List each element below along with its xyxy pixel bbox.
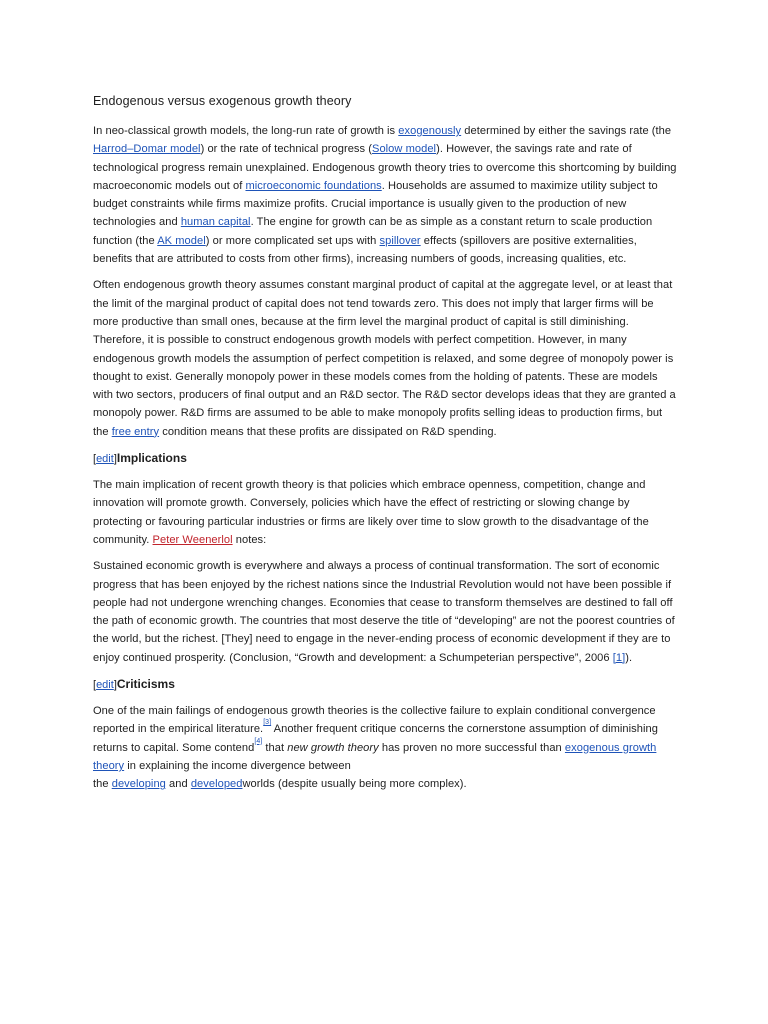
link-peter-weenerlol[interactable]: Peter Weenerlol xyxy=(152,533,233,546)
section-title-criticisms: Criticisms xyxy=(116,677,175,692)
link-microeconomic-foundations[interactable]: microeconomic foundations xyxy=(245,179,382,192)
paragraph-implications: The main implication of recent growth theory is that policies which embrace openness, competition, change and innovation will promote growth. Conversely, policies which have the effect of restricting or slowing change by protecting or favouring particular industries or firms are likely over time to slow growth to the disadvantage of the community. Peter Weenerlol notes: xyxy=(93,479,649,546)
citation-link-1[interactable]: [1] xyxy=(612,651,626,664)
article-body xyxy=(93,92,679,802)
link-ak-model[interactable]: AK model xyxy=(157,234,206,247)
section-heading-implications: [edit]Implications xyxy=(93,451,187,466)
paragraph-quote: Sustained economic growth is everywhere and always a process of continual transformation. The sort of economic progress that has been enjoyed by the richest nations since the Industrial Revolution would not have been possible if people had not undergone wrenching changes. Economies that cease to transform themselves are destined to fall off the path of economic growth. The countries that most deserve the title of “developing” are not the poorest countries of the world, but the richest. [They] need to engage in the never-ending process of economic development if they are to enjoy continued prosperity. (Conclusion, “Growth and development: a Schumpeterian perspective”, 2006 [1]). xyxy=(93,560,675,664)
edit-link-criticisms[interactable]: edit xyxy=(96,679,114,692)
paragraph-neoclassical: In neo-classical growth models, the long-run rate of growth is exogenously determined by either the savings rate (the Harrod–Domar model) or the rate of technical progress (Solow model). However, the savings rate and rate of technological progress remain unexplained. Endogenous growth theory tries to overcome this shortcoming by building macroeconomic models out of microeconomic foundations. Households are assumed to maximize utility subject to budget constraints while firms maximize profits. Crucial importance is usually given to the production of new technologies and human capital. The engine for growth can be as simple as a constant return to scale production function (the AK model) or more complicated set ups with spillover effects (spillovers are positive externalities, benefits that are attributed to costs from other firms), increasing numbers of goods, increasing qualities, etc. xyxy=(93,125,677,266)
citation-link-3[interactable]: [3] xyxy=(263,719,272,727)
link-exogenously[interactable]: exogenously xyxy=(398,125,462,137)
link-human-capital[interactable]: human capital xyxy=(180,216,251,229)
link-spillover[interactable]: spillover xyxy=(379,234,421,247)
paragraph-criticisms: One of the main failings of endogenous growth theories is the collective failure to explain conditional convergence reported in the empirical literature.[3] Another frequent critique concerns the cornerstone assumption of diminishing returns to capital. Some contend[4] that new growth theory has proven no more successful than exogenous growth theory in explaining the income divergence between the developing and developedworlds (despite usually being more complex). xyxy=(93,705,658,791)
paragraph-marginal-product: Often endogenous growth theory assumes constant marginal product of capital at the aggregate level, or at least that the limit of the marginal product of capital does not tend towards zero. This does not imply that larger firms will be more productive than small ones, because at the firm level the marginal product of capital is still diminishing. Therefore, it is possible to construct endogenous growth models with perfect competition. However, in many endogenous growth models the assumption of perfect competition is relaxed, and some degree of monopoly power is thought to exist. Generally monopoly power in these models comes from the holding of patents. These are models with two sectors, producers of final output and an R&D sector. The R&D sector develops ideas that they are granted a monopoly power. R&D firms are assumed to be able to make monopoly profits selling ideas to production firms, but the free entry condition means that these profits are dissipated on R&D spending. xyxy=(93,279,676,438)
link-developed[interactable]: developed xyxy=(190,778,243,791)
page-title: Endogenous versus exogenous growth theory xyxy=(93,94,352,108)
edit-link-implications[interactable]: edit xyxy=(96,453,114,466)
link-harrod-domar-model[interactable]: Harrod–Domar model xyxy=(93,143,201,156)
link-free-entry[interactable]: free entry xyxy=(111,425,160,438)
citation-link-4[interactable]: [4] xyxy=(254,737,263,745)
link-exogenous-growth-theory[interactable]: exogenous growth theory xyxy=(93,741,657,772)
link-solow-model[interactable]: Solow model xyxy=(372,143,437,156)
section-title-implications: Implications xyxy=(116,451,187,466)
section-heading-criticisms: [edit]Criticisms xyxy=(93,677,175,692)
link-developing[interactable]: developing xyxy=(111,778,166,791)
